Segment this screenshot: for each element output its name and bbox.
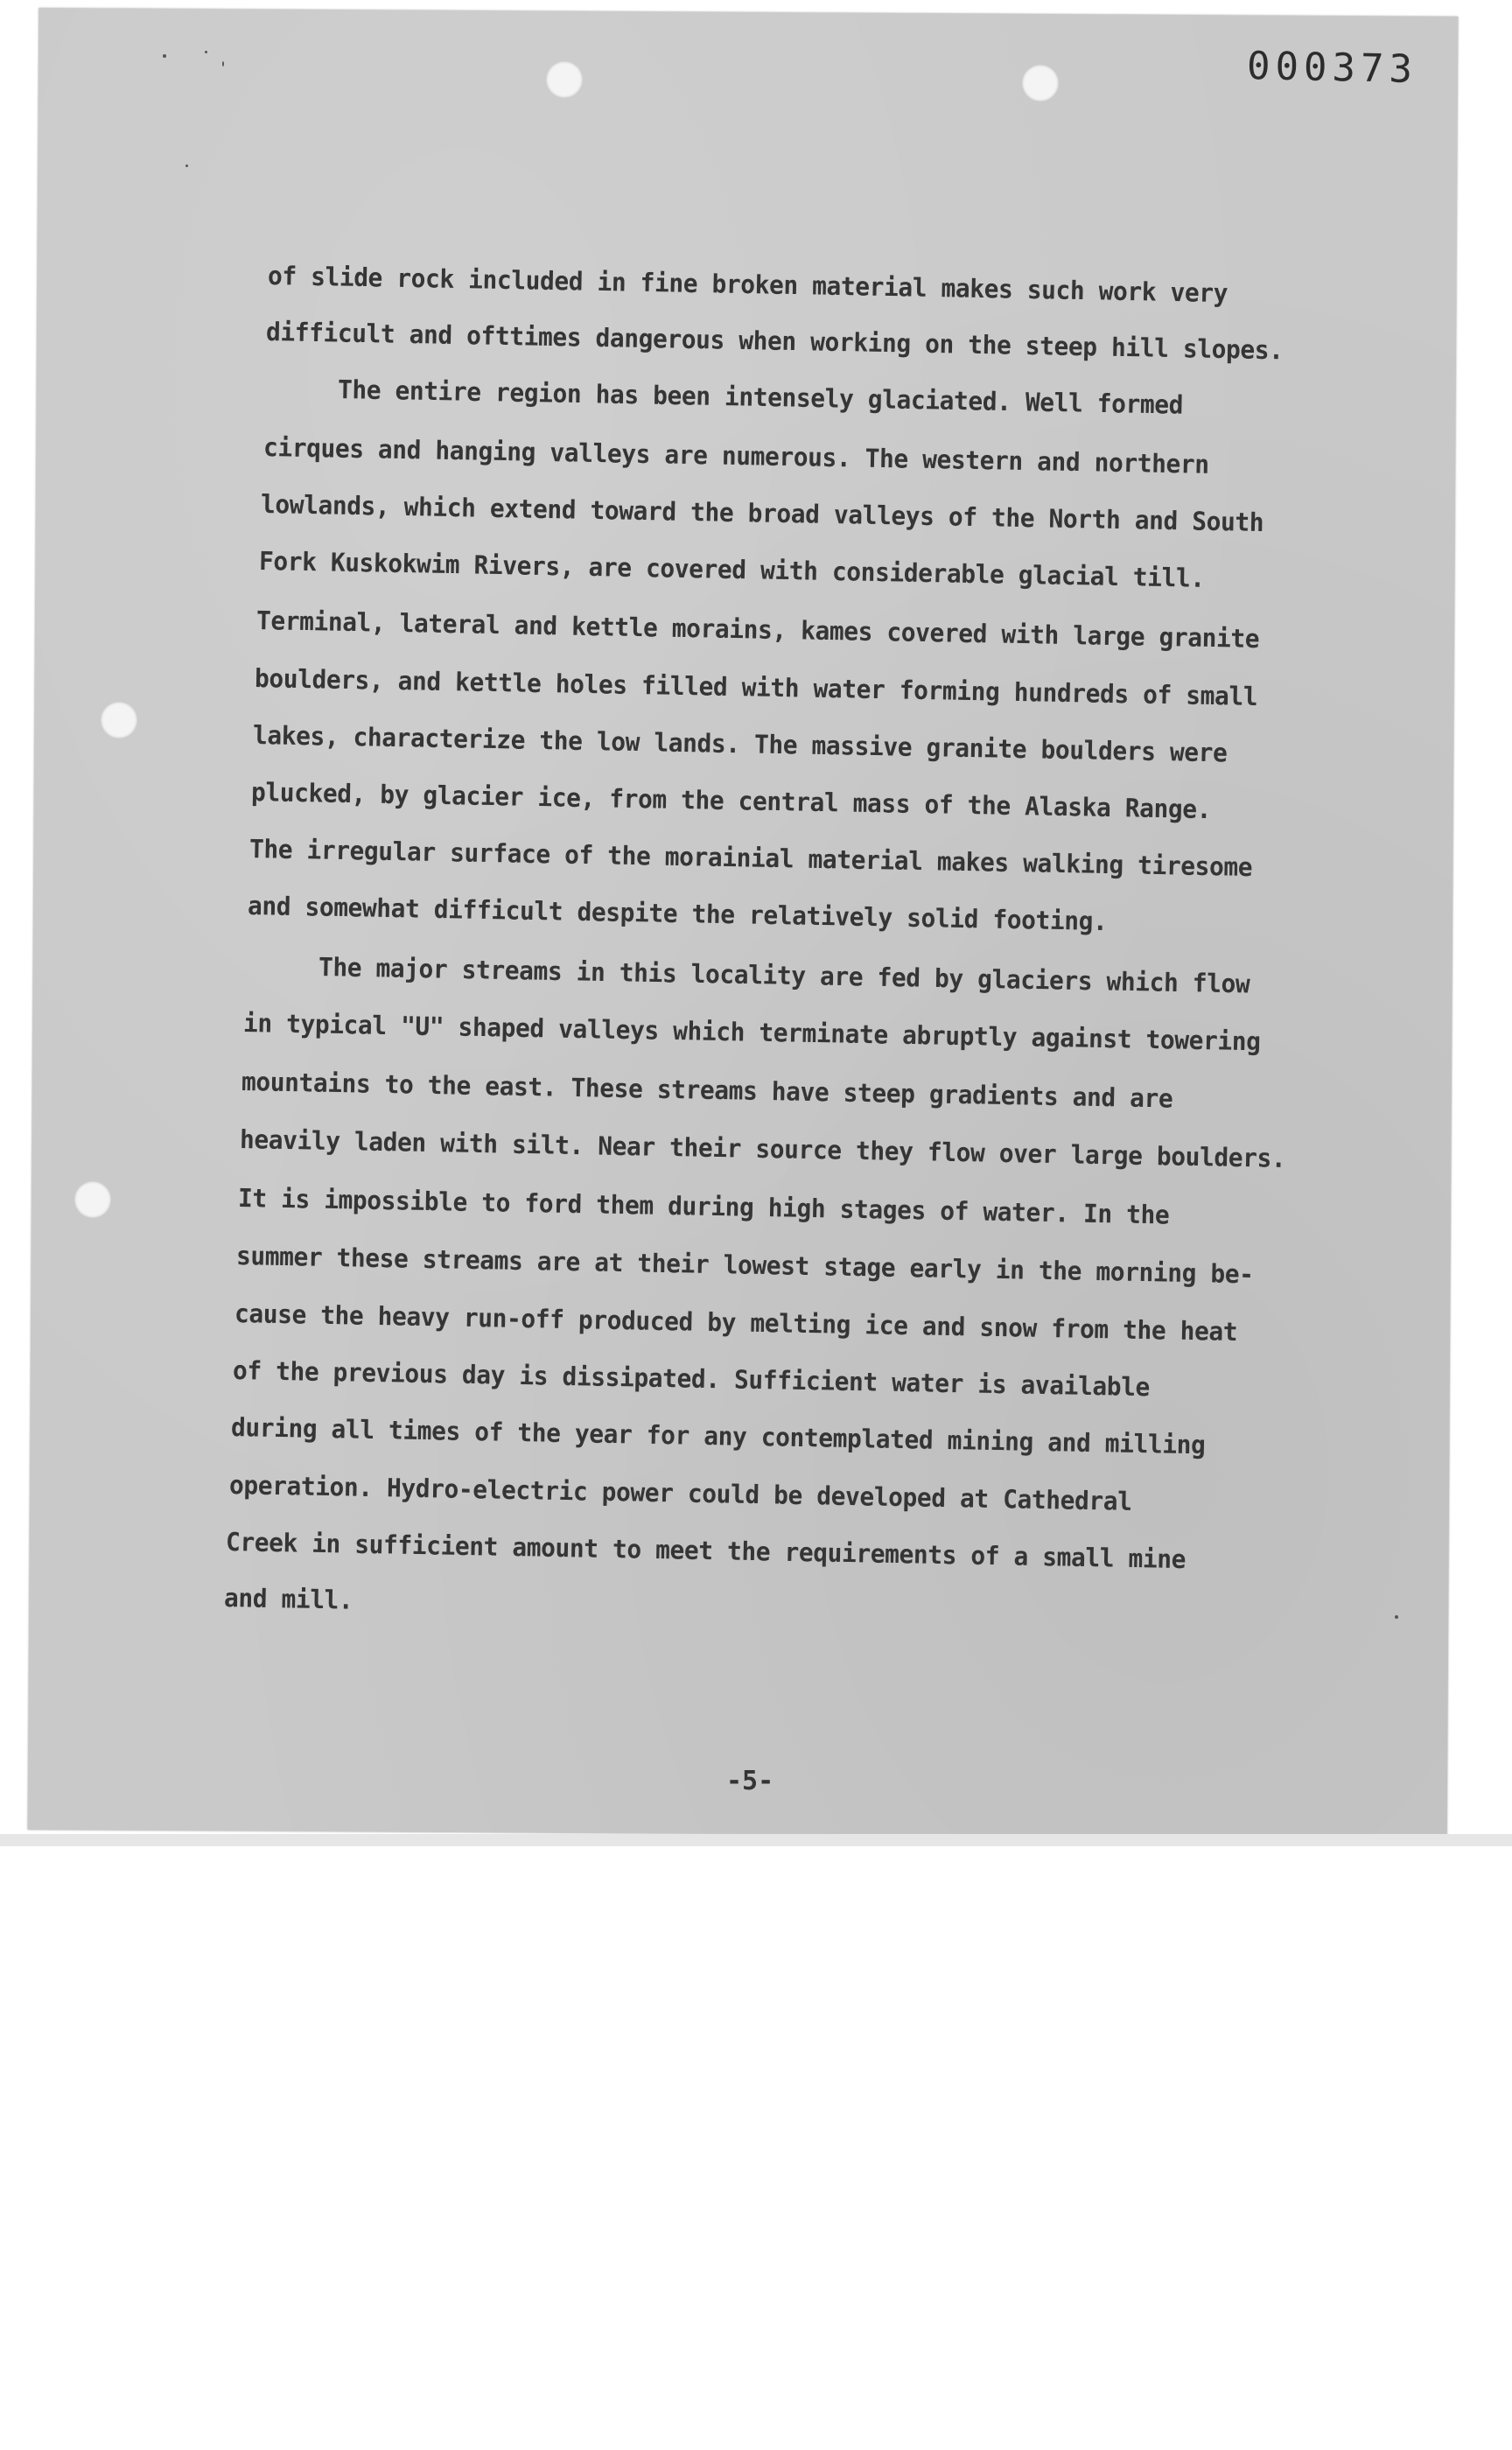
text-line: heavily laden with silt. Near their source they flow over large boulders.	[239, 1124, 1286, 1173]
document-number: 000373	[1246, 43, 1418, 93]
text-line: of the previous day is dissipated. Sufficient water is available	[232, 1355, 1151, 1403]
text-line: The entire region has been intensely glaciated. Well formed	[337, 374, 1184, 420]
text-line: operation. Hydro-electric power could be developed at Cathedral	[228, 1470, 1132, 1516]
text-line: of slide rock included in fine broken material makes such work very	[267, 261, 1228, 309]
text-line: Terminal, lateral and kettle morains, kames covered with large granite	[256, 606, 1260, 654]
text-line: Fork Kuskokwim Rivers, are covered with considerable glacial till.	[258, 546, 1206, 593]
text-line: in typical "U" shaped valleys which terminate abruptly against towering	[242, 1008, 1261, 1057]
text-line: difficult and ofttimes dangerous when working on the steep hill slopes.	[265, 317, 1284, 366]
text-line: cirques and hanging valleys are numerous. The western and northern	[262, 432, 1210, 480]
text-line: lakes, characterize the low lands. The massive granite boulders were	[252, 720, 1228, 768]
text-line: plucked, by glacier ice, from the central mass of the Alaska Range.	[250, 777, 1212, 825]
text-line: boulders, and kettle holes filled with water forming hundreds of small	[254, 663, 1258, 712]
text-line: during all times of the year for any contemplated mining and milling	[230, 1412, 1206, 1460]
text-line: The irregular surface of the morainial material makes walking tiresome	[248, 834, 1253, 883]
text-line: and somewhat difficult despite the relatively solid footing.	[247, 891, 1108, 937]
text-line: Creek in sufficient amount to meet the requirements of a small mine	[225, 1527, 1186, 1575]
text-line: cause the heavy run-off produced by melting ice and snow from the heat	[234, 1298, 1238, 1348]
text-line: summer these streams are at their lowest stage early in the morning be-	[235, 1241, 1254, 1290]
text-line: mountains to the east. These streams have steep gradients and are	[241, 1067, 1173, 1114]
text-line: The major streams in this locality are fed by glaciers which flow	[318, 952, 1250, 999]
text-line: lowlands, which extend toward the broad valleys of the North and South	[260, 489, 1264, 538]
page-number: -5-	[726, 1766, 774, 1796]
text-line: and mill.	[223, 1583, 354, 1615]
text-line: It is impossible to ford them during high stages of water. In the	[237, 1183, 1170, 1230]
